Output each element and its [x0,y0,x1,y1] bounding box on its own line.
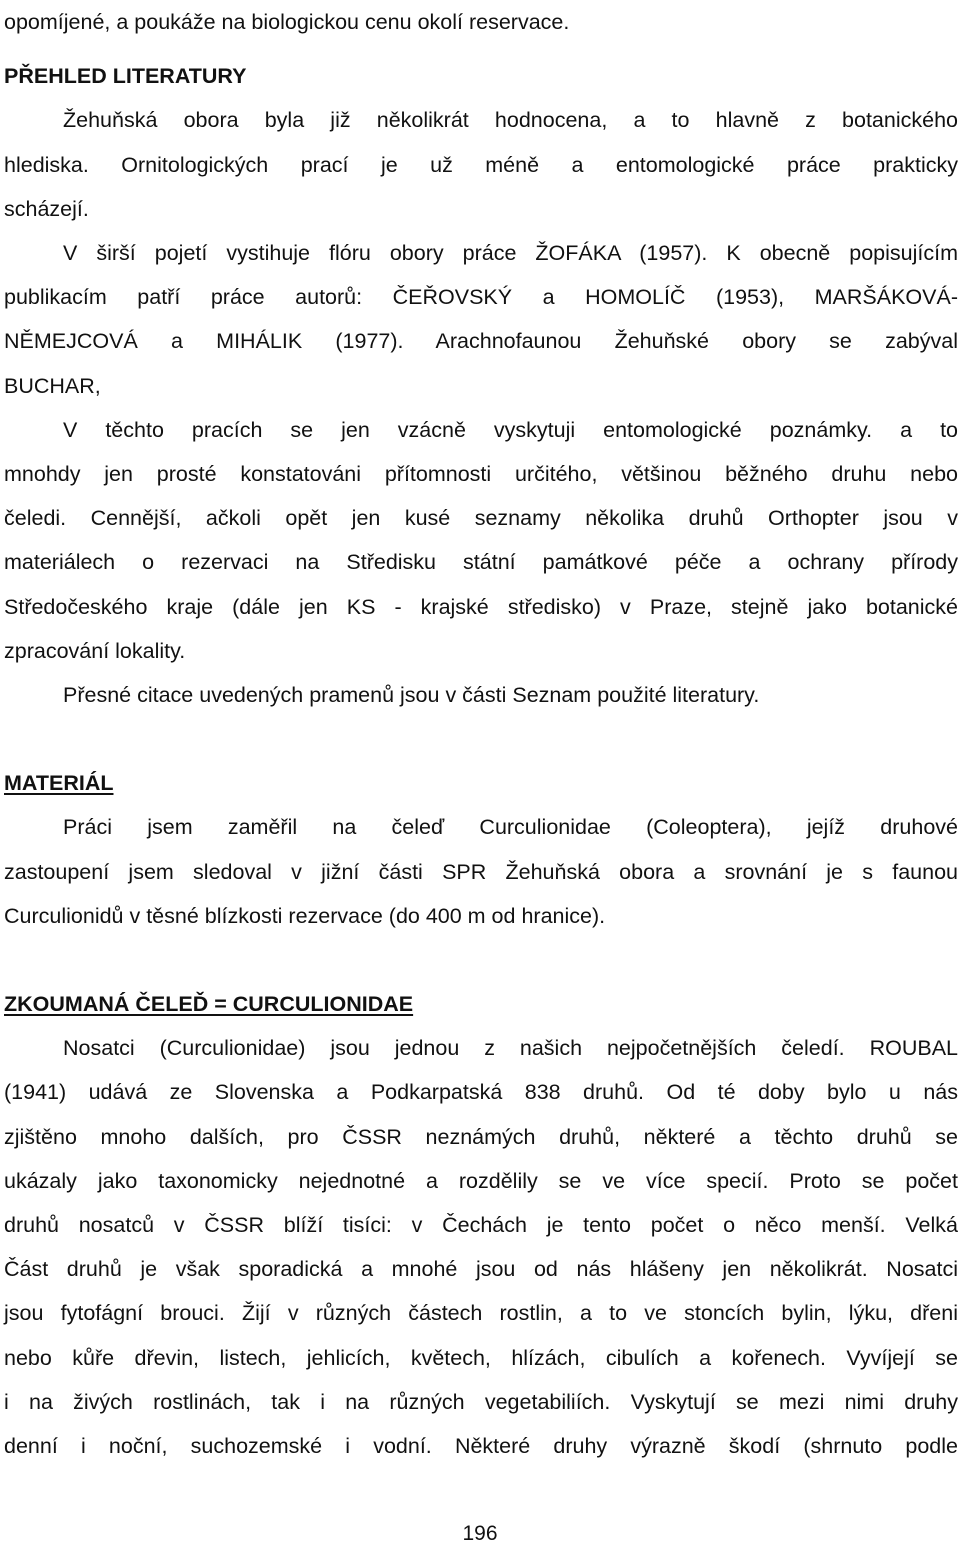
text-line: NĚMEJCOVÁ a MIHÁLIK (1977). Arachnofaunou Žehuňské obory se zabýval [4,329,958,354]
text-line: Středočeského kraje (dále jen KS - krajské středisko) v Praze, stejně jako botanické [4,594,958,619]
text-line: Přesné citace uvedených pramenů jsou v části Seznam použité literatury. [63,683,760,708]
text-line: Curculionidů v těsné blízkosti rezervace (do 400 m od hranice). [4,903,606,928]
text-line: Část druhů je však sporadická a mnohé jsou od nás hlášeny jen několikrát. Nosatci [4,1257,958,1282]
text-line: zjištěno mnoho dalších, pro ČSSR neznámých druhů, některé a těchto druhů se [4,1124,958,1149]
section-heading-material: MATERIÁL [4,771,114,796]
text-line: V širší pojetí vystihuje flóru obory práce ŽOFÁKA (1957). K obecně popisujícím [63,241,958,266]
text-line: V těchto pracích se jen vzácně vyskytuji entomologické poznámky. a to [63,417,958,442]
text-line: i na živých rostlinách, tak i na různých vegetabiliích. Vyskytují se mezi nimi druhy [4,1389,958,1414]
intro-line: opomíjené, a poukáže na biologickou cenu okolí reservace. [4,10,570,34]
text-line: publikacím patří práce autorů: ČEŘOVSKÝ a HOMOLÍČ (1953), MARŠÁKOVÁ- [4,285,958,310]
text-line: čeledi. Cennější, ačkoli opět jen kusé seznamy několika druhů Orthopter jsou v [4,506,958,531]
paragraph [4,231,958,408]
paragraph [4,673,958,717]
text-line: denní i noční, suchozemské i vodní. Některé druhy výrazně škodí (shrnuto podle [4,1434,958,1459]
text-line: druhů nosatců v ČSSR blíží tisíci: v Čechách je tento počet o něco menší. Velká [4,1213,958,1238]
paragraph [4,98,958,231]
text-line: hlediska. Ornitologických prací je už méně a entomologické práce prakticky [4,152,958,177]
text-line: ukázaly jako taxonomicky nejednotné a rozdělily se ve více specií. Proto se počet [4,1168,958,1193]
paragraph [4,408,958,673]
text-line: (1941) udává ze Slovenska a Podkarpatská 838 druhů. Od té doby bylo u nás [4,1080,958,1105]
section-heading-literature: PŘEHLED LITERATURY [4,64,247,89]
document-page [4,0,958,1468]
text-line: nebo kůře dřevin, listech, jehlicích, květech, hlízách, cibulích a kořenech. Vyvíjejí se [4,1345,958,1370]
text-line: zpracování lokality. [4,638,186,663]
text-line: jsou fytofágní brouci. Žijí v různých částech rostlin, a to ve stoncích bylin, lýku, dřeni [4,1301,958,1326]
paragraph [4,805,958,938]
page-number: 196 [462,1522,498,1545]
text-line: Nosatci (Curculionidae) jsou jednou z našich nejpočetnějších čeledí. ROUBAL [63,1036,958,1061]
text-line: mnohdy jen prosté konstatováni přítomnosti určitého, většinou běžného druhu nebo [4,462,958,487]
text-line: Práci jsem zaměřil na čeleď Curculionidae (Coleoptera), jejíž druhové [63,815,958,840]
section-heading-family: ZKOUMANÁ ČELEĎ = CURCULIONIDAE [4,992,414,1017]
text-line: Žehuňská obora byla již několikrát hodnocena, a to hlavně z botanického [63,108,958,133]
text-line: zastoupení jsem sledoval v jižní části SPR Žehuňská obora a srovnání je s faunou [4,859,958,884]
text-line: BUCHAR, [4,373,101,398]
text-line: materiálech o rezervaci na Středisku státní památkové péče a ochrany přírody [4,550,958,575]
text-line: scházejí. [4,196,89,221]
paragraph [4,1026,958,1468]
